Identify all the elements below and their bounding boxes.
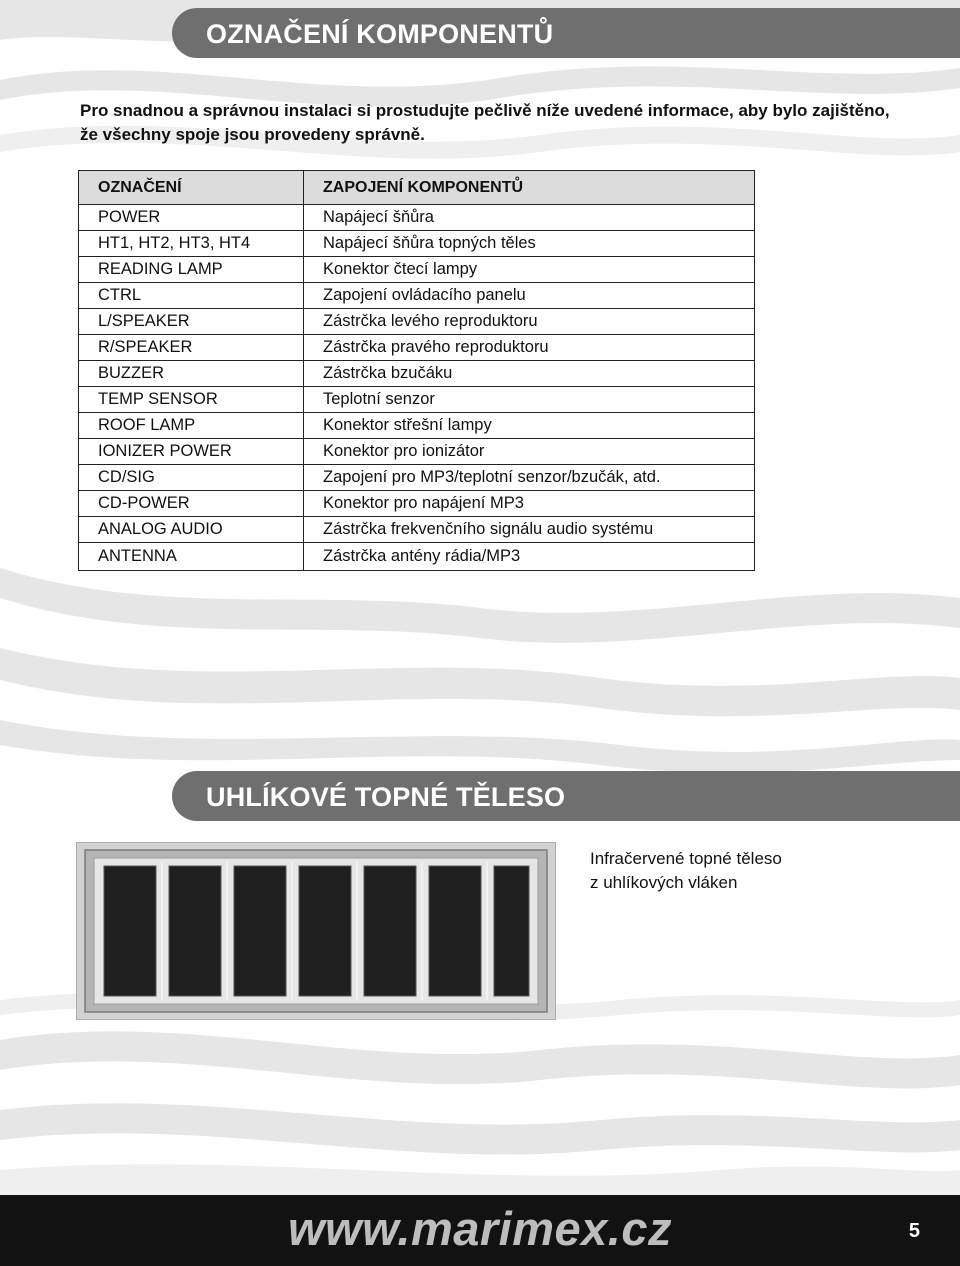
website-link[interactable]: www.marimex.cz — [287, 1202, 673, 1255]
column-header-label: OZNAČENÍ — [79, 171, 304, 205]
description-cell: Napájecí šňůra topných těles — [304, 231, 755, 257]
description-cell: Zástrčka pravého reproduktoru — [304, 335, 755, 361]
label-cell: ANTENNA — [79, 543, 304, 571]
carbon-heater-panel-image — [76, 842, 556, 1020]
table-row — [79, 335, 755, 361]
description-cell: Konektor pro napájení MP3 — [304, 491, 755, 517]
components-table — [78, 170, 755, 571]
table-row — [79, 387, 755, 413]
section-title: OZNAČENÍ KOMPONENTŮ — [206, 19, 554, 49]
table-row — [79, 309, 755, 335]
description-cell: Konektor čtecí lampy — [304, 257, 755, 283]
column-header-connection: ZAPOJENÍ KOMPONENTŮ — [304, 171, 755, 205]
table-row — [79, 517, 755, 543]
table-row — [79, 231, 755, 257]
description-cell: Konektor pro ionizátor — [304, 439, 755, 465]
heater-caption — [590, 847, 782, 895]
caption-line-1: Infračervené topné těleso — [590, 849, 782, 868]
label-cell: POWER — [79, 205, 304, 231]
description-cell: Konektor střešní lampy — [304, 413, 755, 439]
table-row — [79, 257, 755, 283]
description-cell: Zástrčka antény rádia/MP3 — [304, 543, 755, 571]
footer-bar — [0, 1195, 960, 1266]
label-cell: BUZZER — [79, 361, 304, 387]
section-header-component-labels — [172, 8, 960, 58]
label-cell: CTRL — [79, 283, 304, 309]
caption-line-2: z uhlíkových vláken — [590, 873, 738, 892]
label-cell: READING LAMP — [79, 257, 304, 283]
label-cell: HT1, HT2, HT3, HT4 — [79, 231, 304, 257]
table-row — [79, 543, 755, 571]
table-row — [79, 283, 755, 309]
table-row — [79, 491, 755, 517]
label-cell: IONIZER POWER — [79, 439, 304, 465]
table-row — [79, 413, 755, 439]
table-header-row — [79, 171, 755, 205]
label-cell: L/SPEAKER — [79, 309, 304, 335]
label-cell: ROOF LAMP — [79, 413, 304, 439]
section-title: UHLÍKOVÉ TOPNÉ TĚLESO — [206, 782, 566, 812]
description-cell: Zástrčka levého reproduktoru — [304, 309, 755, 335]
label-cell: ANALOG AUDIO — [79, 517, 304, 543]
description-cell: Zástrčka bzučáku — [304, 361, 755, 387]
section-header-carbon-heater — [172, 771, 960, 821]
description-cell: Zapojení pro MP3/teplotní senzor/bzučák, atd. — [304, 465, 755, 491]
description-cell: Napájecí šňůra — [304, 205, 755, 231]
table-row — [79, 205, 755, 231]
description-cell: Zástrčka frekvenčního signálu audio systému — [304, 517, 755, 543]
label-cell: CD/SIG — [79, 465, 304, 491]
table-row — [79, 465, 755, 491]
table-row — [79, 361, 755, 387]
page-number: 5 — [908, 1220, 920, 1242]
intro-paragraph: Pro snadnou a správnou instalaci si prostudujte pečlivě níže uvedené informace, aby bylo zajištěno, že všechny spoje jsou provedeny správně. — [80, 101, 890, 144]
label-cell: R/SPEAKER — [79, 335, 304, 361]
label-cell: CD-POWER — [79, 491, 304, 517]
description-cell: Teplotní senzor — [304, 387, 755, 413]
description-cell: Zapojení ovládacího panelu — [304, 283, 755, 309]
label-cell: TEMP SENSOR — [79, 387, 304, 413]
table-row — [79, 439, 755, 465]
